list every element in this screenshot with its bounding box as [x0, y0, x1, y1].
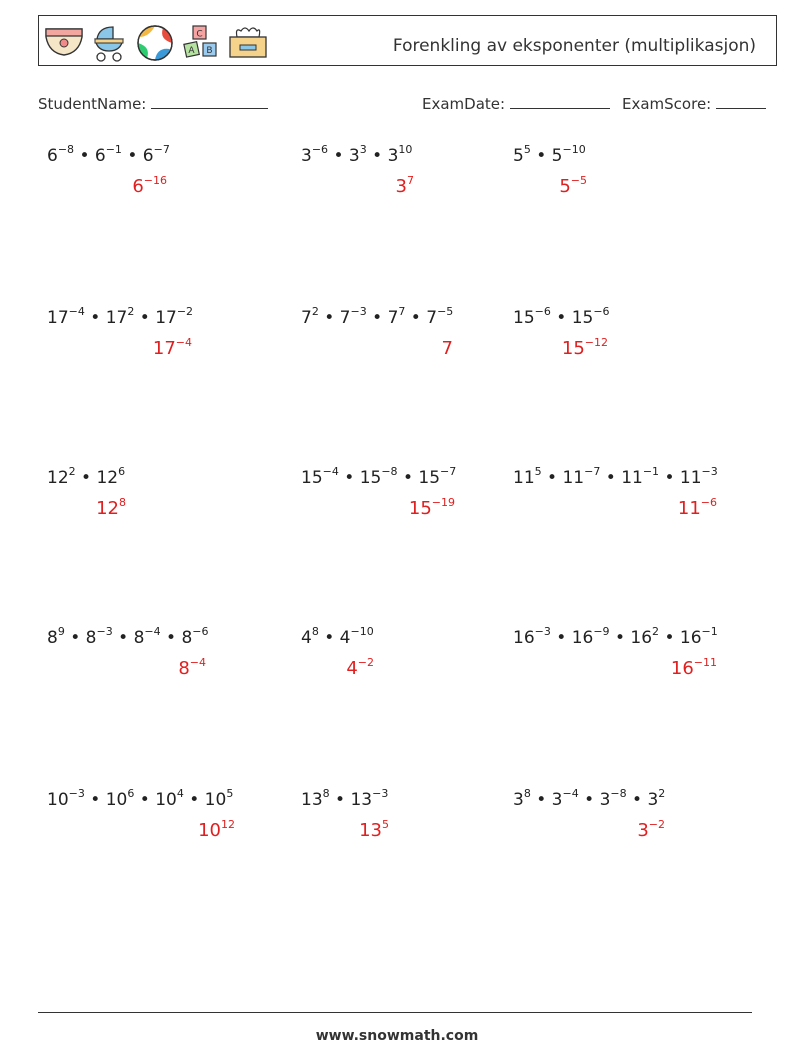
problem-term: [339, 625, 374, 648]
problem-term: [155, 787, 184, 810]
beach-ball-icon: [135, 23, 175, 63]
power-base: 3: [301, 146, 312, 166]
power-base: 10: [204, 790, 227, 810]
problem-term: [155, 305, 194, 328]
problem-answer: [678, 498, 717, 519]
multiply-dot: •: [578, 790, 600, 810]
power-exponent: −7: [584, 465, 601, 478]
svg-text:C: C: [196, 29, 203, 40]
power-base: 10: [47, 790, 69, 810]
power-exponent: −1: [105, 143, 122, 156]
problem-term: [47, 305, 85, 328]
power-base: 15: [571, 308, 594, 328]
problem-term: [418, 465, 457, 488]
problem-term: [679, 625, 718, 648]
exam-date-label: ExamDate:: [422, 95, 506, 113]
answer-term: [346, 658, 374, 679]
footer-divider: [38, 1012, 752, 1013]
answer-term: [671, 658, 717, 679]
power-base: 3: [387, 146, 399, 166]
power-base: 3: [599, 790, 611, 810]
power-exponent: −3: [701, 465, 718, 478]
power-base: 15: [408, 498, 432, 519]
power-base: 15: [418, 468, 441, 488]
power-exponent: −4: [189, 656, 206, 669]
power-exponent: −3: [350, 305, 367, 318]
problem-expression: [47, 143, 170, 166]
multiply-dot: •: [338, 468, 360, 488]
answer-term: [559, 176, 587, 197]
answer-term: [132, 176, 167, 197]
multiply-dot: •: [134, 790, 156, 810]
power-base: 10: [155, 790, 177, 810]
power-exponent: −12: [584, 336, 608, 349]
problem-term: [513, 787, 531, 810]
power-exponent: −10: [562, 143, 586, 156]
problem-term: [630, 625, 660, 648]
power-exponent: −8: [610, 787, 627, 800]
power-base: 6: [47, 146, 58, 166]
problem-term: [301, 787, 330, 810]
tissue-box-icon: [227, 23, 269, 61]
power-exponent: 7: [407, 174, 414, 187]
problem-term: [105, 305, 135, 328]
problem-answer: [671, 658, 717, 679]
multiply-dot: •: [405, 308, 427, 328]
problem-answer: [396, 176, 414, 197]
problem-expression: [513, 305, 610, 328]
problem-term: [551, 143, 586, 166]
problem-term: [647, 787, 666, 810]
problem-expression: [301, 143, 413, 166]
problem-term: [679, 465, 718, 488]
power-base: 15: [359, 468, 382, 488]
power-exponent: −7: [440, 465, 457, 478]
power-exponent: −4: [144, 625, 161, 638]
power-exponent: −16: [143, 174, 167, 187]
power-base: 16: [630, 628, 653, 648]
problem-term: [301, 465, 339, 488]
problem-answer: [198, 820, 235, 841]
power-base: 13: [359, 820, 382, 841]
multiply-dot: •: [75, 468, 97, 488]
power-base: 17: [155, 308, 177, 328]
power-exponent: 8: [523, 787, 531, 800]
power-exponent: 6: [127, 787, 135, 800]
problem-term: [47, 787, 85, 810]
problem-term: [85, 625, 113, 648]
problem-expression: [513, 625, 718, 648]
power-exponent: 5: [226, 787, 234, 800]
power-base: 17: [152, 338, 176, 359]
power-base: 3: [348, 146, 360, 166]
power-exponent: −6: [311, 143, 329, 156]
power-base: 15: [513, 308, 535, 328]
power-base: 3: [647, 790, 659, 810]
power-exponent: −4: [562, 787, 579, 800]
power-base: 16: [571, 628, 594, 648]
problem-term: [387, 305, 406, 328]
power-exponent: −2: [176, 305, 194, 318]
exam-date-field: [422, 94, 610, 113]
power-base: 6: [142, 146, 154, 166]
power-base: 15: [301, 468, 323, 488]
power-base: 16: [679, 628, 702, 648]
multiply-dot: •: [626, 790, 648, 810]
power-exponent: 2: [658, 787, 666, 800]
power-exponent: 6: [118, 465, 126, 478]
baby-stroller-icon: [91, 23, 129, 63]
power-base: 13: [301, 790, 323, 810]
problem-expression: [513, 143, 586, 166]
student-name-field: [38, 94, 268, 113]
footer-url: www.snowmath.com: [315, 1028, 479, 1044]
multiply-dot: •: [530, 790, 552, 810]
answer-term: [178, 658, 206, 679]
power-exponent: 3: [359, 143, 367, 156]
svg-text:B: B: [206, 46, 213, 56]
multiply-dot: •: [530, 146, 552, 166]
problem-term: [359, 465, 398, 488]
power-exponent: 12: [221, 818, 235, 831]
power-base: 17: [105, 308, 128, 328]
problem-term: [94, 143, 122, 166]
power-base: 17: [47, 308, 69, 328]
problem-term: [47, 465, 76, 488]
problem-term: [204, 787, 234, 810]
svg-text:A: A: [188, 46, 195, 56]
power-base: 13: [350, 790, 373, 810]
multiply-dot: •: [550, 628, 572, 648]
power-exponent: 5: [382, 818, 389, 831]
multiply-dot: •: [328, 146, 349, 166]
header-icons: [43, 23, 269, 63]
problem-expression: [47, 465, 126, 488]
answer-term: [359, 820, 389, 841]
power-base: 6: [132, 176, 144, 197]
problem-expression: [301, 305, 454, 328]
multiply-dot: •: [318, 628, 340, 648]
problem-expression: [301, 625, 374, 648]
problem-answer: [359, 820, 389, 841]
power-base: 7: [441, 338, 453, 359]
power-exponent: −4: [68, 305, 85, 318]
power-base: 11: [513, 468, 535, 488]
problem-answer: [559, 176, 587, 197]
problem-expression: [513, 465, 718, 488]
problem-expression: [301, 787, 389, 810]
problem-term: [301, 143, 329, 166]
power-base: 4: [339, 628, 351, 648]
multiply-dot: •: [329, 790, 351, 810]
problem-term: [47, 143, 75, 166]
problem-term: [105, 787, 135, 810]
power-base: 5: [559, 176, 571, 197]
multiply-dot: •: [318, 308, 340, 328]
power-exponent: 2: [127, 305, 135, 318]
problem-answer: [346, 658, 374, 679]
power-base: 8: [181, 628, 193, 648]
power-base: 8: [47, 628, 58, 648]
multiply-dot: •: [64, 628, 86, 648]
power-exponent: −7: [153, 143, 170, 156]
power-exponent: −8: [381, 465, 398, 478]
problem-term: [96, 465, 126, 488]
exam-date-blank[interactable]: [510, 94, 610, 109]
power-exponent: −3: [534, 625, 551, 638]
multiply-dot: •: [397, 468, 419, 488]
worksheet-title: Forenkling av eksponenter (multiplikasjon): [392, 36, 756, 56]
problem-answer: [562, 338, 608, 359]
power-base: 11: [562, 468, 585, 488]
power-exponent: 5: [523, 143, 531, 156]
problem-term: [387, 143, 413, 166]
power-base: 8: [178, 658, 190, 679]
answer-term: [396, 176, 414, 197]
problem-term: [513, 465, 542, 488]
power-exponent: 4: [176, 787, 184, 800]
multiply-dot: •: [74, 146, 95, 166]
power-exponent: 9: [57, 625, 65, 638]
power-exponent: −19: [431, 496, 455, 509]
problem-term: [133, 625, 161, 648]
problem-term: [571, 305, 610, 328]
problem-answer: [178, 658, 206, 679]
power-base: 4: [301, 628, 312, 648]
exam-score-label: ExamScore:: [622, 95, 712, 113]
power-base: 12: [96, 498, 119, 519]
power-base: 7: [426, 308, 438, 328]
answer-term: [562, 338, 608, 359]
problem-term: [301, 625, 319, 648]
power-exponent: −5: [570, 174, 587, 187]
problem-term: [339, 305, 367, 328]
power-base: 12: [96, 468, 119, 488]
problem-answer: [96, 498, 126, 519]
diaper-icon: [43, 23, 85, 59]
multiply-dot: •: [366, 146, 388, 166]
power-exponent: −6: [192, 625, 209, 638]
power-exponent: −8: [57, 143, 75, 156]
problem-term: [562, 465, 601, 488]
multiply-dot: •: [541, 468, 563, 488]
problem-term: [551, 787, 579, 810]
multiply-dot: •: [160, 628, 182, 648]
power-exponent: −6: [593, 305, 610, 318]
power-exponent: −4: [322, 465, 339, 478]
answer-term: [409, 498, 455, 519]
answer-term: [153, 338, 192, 359]
problem-term: [350, 787, 389, 810]
multiply-dot: •: [84, 790, 106, 810]
power-base: 12: [47, 468, 69, 488]
power-exponent: −3: [96, 625, 113, 638]
power-base: 11: [677, 498, 701, 519]
power-exponent: 2: [68, 465, 76, 478]
answer-term: [96, 498, 126, 519]
power-base: 16: [513, 628, 535, 648]
problem-expression: [47, 305, 194, 328]
answer-term: [442, 338, 453, 359]
power-exponent: 10: [398, 143, 413, 156]
power-base: 8: [133, 628, 145, 648]
power-base: 5: [513, 146, 524, 166]
power-exponent: −1: [701, 625, 718, 638]
multiply-dot: •: [550, 308, 572, 328]
power-exponent: −10: [350, 625, 374, 638]
problem-term: [301, 305, 319, 328]
power-exponent: 2: [652, 625, 660, 638]
multiply-dot: •: [112, 628, 134, 648]
problem-answer: [153, 338, 192, 359]
power-exponent: −2: [357, 656, 374, 669]
power-base: 11: [679, 468, 702, 488]
power-exponent: −1: [642, 465, 660, 478]
power-base: 6: [94, 146, 106, 166]
power-exponent: 5: [534, 465, 542, 478]
power-exponent: −3: [68, 787, 85, 800]
problem-term: [348, 143, 367, 166]
multiply-dot: •: [659, 628, 680, 648]
power-base: 15: [561, 338, 585, 359]
multiply-dot: •: [366, 308, 388, 328]
power-base: 3: [513, 790, 524, 810]
power-exponent: −6: [700, 496, 717, 509]
problem-term: [426, 305, 454, 328]
problem-term: [513, 625, 551, 648]
power-exponent: 8: [311, 625, 319, 638]
power-exponent: 7: [398, 305, 406, 318]
power-exponent: −2: [648, 818, 665, 831]
problem-term: [513, 143, 531, 166]
power-base: 3: [395, 176, 407, 197]
multiply-dot: •: [659, 468, 680, 488]
problem-term: [181, 625, 209, 648]
power-base: 3: [551, 790, 563, 810]
multiply-dot: •: [121, 146, 143, 166]
problem-answer: [132, 176, 167, 197]
power-base: 7: [339, 308, 351, 328]
power-base: 16: [670, 658, 694, 679]
power-base: 7: [301, 308, 312, 328]
power-exponent: 2: [311, 305, 319, 318]
power-exponent: 8: [322, 787, 330, 800]
multiply-dot: •: [84, 308, 106, 328]
power-base: 5: [551, 146, 563, 166]
abc-blocks-icon: [181, 23, 221, 63]
problem-answer: [637, 820, 665, 841]
power-exponent: −4: [175, 336, 192, 349]
worksheet-header: [38, 15, 777, 66]
power-exponent: −11: [693, 656, 717, 669]
exam-score-field: [622, 94, 766, 113]
answer-term: [637, 820, 665, 841]
problem-term: [571, 625, 610, 648]
student-name-blank[interactable]: [151, 94, 268, 109]
power-exponent: −9: [593, 625, 610, 638]
power-exponent: −6: [534, 305, 551, 318]
answer-term: [678, 498, 717, 519]
problem-expression: [47, 625, 209, 648]
power-exponent: −3: [372, 787, 389, 800]
power-base: 7: [387, 308, 399, 328]
problem-term: [47, 625, 65, 648]
multiply-dot: •: [609, 628, 631, 648]
power-base: 4: [346, 658, 358, 679]
power-base: 3: [637, 820, 649, 841]
problem-term: [599, 787, 627, 810]
multiply-dot: •: [183, 790, 205, 810]
multiply-dot: •: [600, 468, 622, 488]
problem-term: [142, 143, 170, 166]
power-base: 8: [85, 628, 97, 648]
power-exponent: 8: [119, 496, 126, 509]
problem-answer: [409, 498, 455, 519]
problem-expression: [47, 787, 234, 810]
exam-score-blank[interactable]: [716, 94, 766, 109]
problem-answer: [442, 338, 453, 359]
multiply-dot: •: [134, 308, 156, 328]
power-exponent: −5: [437, 305, 454, 318]
answer-term: [198, 820, 235, 841]
power-base: 10: [198, 820, 221, 841]
power-base: 10: [105, 790, 128, 810]
problem-expression: [301, 465, 457, 488]
student-name-label: StudentName:: [38, 95, 147, 113]
problem-expression: [513, 787, 666, 810]
problem-term: [621, 465, 660, 488]
problem-term: [513, 305, 551, 328]
power-base: 11: [621, 468, 643, 488]
